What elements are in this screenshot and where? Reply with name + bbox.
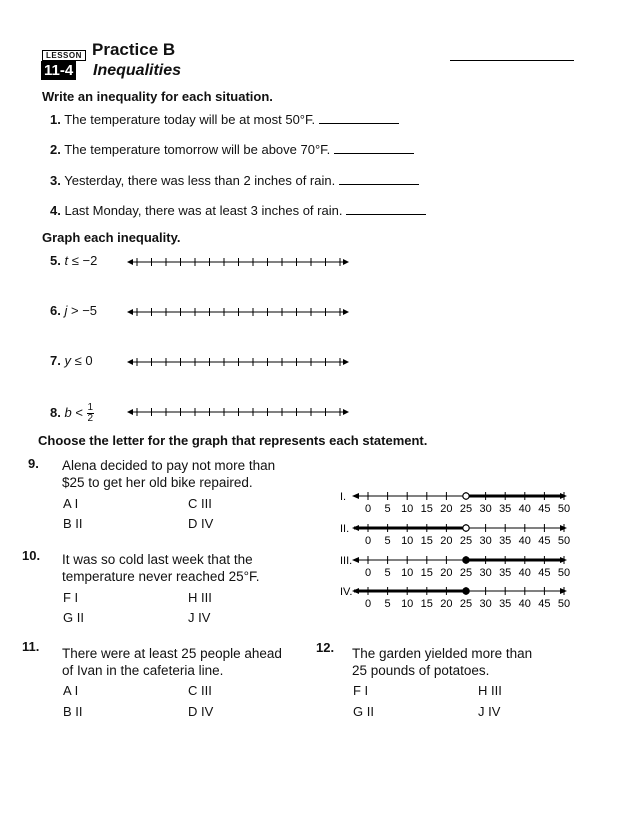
- choice-a[interactable]: A I: [63, 496, 79, 511]
- tick-label: 5: [384, 567, 391, 579]
- question-number: 7.: [50, 353, 61, 368]
- tick-label: 15: [420, 503, 433, 515]
- tick-label: 35: [499, 535, 512, 547]
- blank-number-line[interactable]: [127, 358, 349, 366]
- answer-blank[interactable]: [334, 153, 414, 154]
- graph-label: III.: [340, 555, 353, 567]
- variable: j: [64, 303, 68, 318]
- tick-label: 30: [479, 567, 492, 579]
- tick-label: 10: [401, 535, 414, 547]
- tick-label: 40: [518, 535, 531, 547]
- tick-label: 45: [538, 535, 551, 547]
- tick-label: 30: [479, 535, 492, 547]
- tick-label: 10: [401, 567, 414, 579]
- tick-label: 25: [459, 567, 473, 579]
- tick-label: 5: [384, 535, 391, 547]
- text-line: $25 to get her old bike repaired.: [62, 475, 253, 490]
- tick-label: 20: [440, 567, 453, 579]
- choice-j[interactable]: J IV: [188, 610, 211, 625]
- open-point: [463, 525, 469, 531]
- question-10-text: [62, 551, 260, 585]
- tick-label: 15: [420, 567, 433, 579]
- question-4: [50, 203, 426, 218]
- question-10-number: 10.: [22, 548, 41, 563]
- question-text: The temperature tomorrow will be above 70°F.: [64, 142, 331, 157]
- tick-label: 45: [538, 598, 551, 610]
- value: −2: [82, 253, 98, 268]
- choice-d[interactable]: D IV: [188, 704, 214, 719]
- graph-label: IV.: [340, 586, 353, 598]
- text-line: of Ivan in the cafeteria line.: [62, 663, 224, 678]
- fraction-numerator: 1: [87, 402, 94, 413]
- graph-label: II.: [340, 523, 350, 535]
- answer-graphs: [328, 486, 573, 614]
- choice-d[interactable]: D IV: [188, 516, 214, 531]
- tick-label: 30: [479, 598, 492, 610]
- answer-blank[interactable]: [339, 184, 419, 185]
- question-text: Yesterday, there was less than 2 inches of rain.: [64, 173, 336, 188]
- text-line: Alena decided to pay not more than: [62, 458, 276, 473]
- tick-label: 0: [364, 503, 372, 515]
- variable: b: [64, 404, 72, 420]
- tick-label: 0: [364, 567, 372, 579]
- arrow-left: [352, 493, 359, 499]
- question-number: 4.: [50, 203, 61, 218]
- choice-f[interactable]: F I: [353, 683, 369, 698]
- question-3: [50, 173, 419, 188]
- tick-label: 40: [518, 598, 531, 610]
- tick-label: 20: [440, 598, 453, 610]
- tick-label: 35: [499, 567, 512, 579]
- tick-label: 30: [479, 503, 492, 515]
- graph-3: [340, 555, 570, 579]
- tick-label: 35: [499, 503, 512, 515]
- question-9-number: 9.: [28, 456, 39, 471]
- value: 0: [85, 353, 93, 368]
- blank-number-lines[interactable]: [125, 252, 355, 422]
- choice-a[interactable]: A I: [63, 683, 79, 698]
- text-line: It was so cold last week that the: [62, 552, 253, 567]
- question-number: 2.: [50, 142, 61, 157]
- blank-number-line[interactable]: [127, 308, 349, 316]
- choice-j[interactable]: J IV: [478, 704, 501, 719]
- question-11-number: 11.: [22, 639, 40, 654]
- tick-label: 25: [459, 598, 473, 610]
- choice-b[interactable]: B II: [63, 704, 83, 719]
- operator: ≤: [71, 253, 79, 268]
- tick-label: 50: [557, 535, 571, 547]
- question-6: [50, 303, 97, 318]
- variable: y: [64, 353, 71, 368]
- closed-point: [463, 557, 469, 563]
- variable: t: [64, 253, 69, 268]
- operator: ≤: [74, 353, 82, 368]
- tick-label: 45: [538, 503, 551, 515]
- lesson-label: LESSON: [42, 50, 86, 61]
- tick-label: 15: [420, 598, 433, 610]
- section1-heading: Write an inequality for each situation.: [42, 89, 273, 104]
- question-text: Last Monday, there was at least 3 inches of rain.: [64, 203, 343, 218]
- choice-c[interactable]: C III: [188, 683, 212, 698]
- tick-label: 50: [557, 598, 571, 610]
- question-9-text: [62, 457, 275, 491]
- lesson-number: 11-4: [41, 61, 76, 80]
- tick-label: 20: [440, 503, 453, 515]
- tick-label: 0: [364, 598, 372, 610]
- question-number: 1.: [50, 112, 61, 127]
- tick-label: 5: [384, 598, 391, 610]
- question-text: The temperature today will be at most 50°F.: [64, 112, 316, 127]
- tick-label: 10: [401, 598, 414, 610]
- answer-blank[interactable]: [319, 123, 399, 124]
- tick-label: 35: [499, 598, 512, 610]
- blank-number-line[interactable]: [127, 408, 349, 416]
- section3-heading: Choose the letter for the graph that represents each statement.: [38, 433, 428, 448]
- open-point: [463, 493, 469, 499]
- tick-label: 50: [557, 503, 571, 515]
- choice-g[interactable]: G II: [353, 704, 374, 719]
- question-12-number: 12.: [316, 640, 335, 655]
- operator: <: [75, 404, 83, 420]
- page-subtitle: Inequalities: [93, 62, 182, 79]
- question-7: [50, 353, 93, 368]
- tick-label: 15: [420, 535, 433, 547]
- tick-label: 40: [518, 567, 531, 579]
- question-5: [50, 253, 97, 268]
- arrow-left: [352, 557, 359, 563]
- question-11-text: [62, 645, 282, 679]
- question-2: [50, 142, 414, 157]
- graph-label: I.: [340, 491, 347, 503]
- page-title: Practice B: [92, 40, 176, 59]
- tick-label: 20: [440, 535, 453, 547]
- text-line: The garden yielded more than: [352, 646, 533, 661]
- question-1: [50, 112, 399, 127]
- choice-h[interactable]: H III: [478, 683, 502, 698]
- closed-point: [463, 588, 469, 594]
- section2-heading: Graph each inequality.: [42, 230, 181, 245]
- fraction-denominator: 2: [87, 413, 94, 424]
- choice-c[interactable]: C III: [188, 496, 212, 511]
- text-line: temperature never reached 25°F.: [62, 569, 260, 584]
- tick-label: 10: [401, 503, 414, 515]
- question-8: [50, 403, 94, 424]
- choice-b[interactable]: B II: [63, 516, 83, 531]
- blank-number-line[interactable]: [127, 258, 349, 266]
- tick-label: 50: [557, 567, 571, 579]
- graph-2: [340, 523, 570, 547]
- header-rule: [450, 60, 574, 61]
- value: −5: [82, 303, 98, 318]
- graph-1: [340, 491, 570, 515]
- answer-blank[interactable]: [346, 214, 426, 215]
- tick-label: 45: [538, 567, 551, 579]
- question-12-text: [352, 645, 532, 679]
- choice-f[interactable]: F I: [63, 590, 79, 605]
- fraction: [87, 403, 95, 424]
- tick-label: 0: [364, 535, 372, 547]
- tick-label: 5: [384, 503, 391, 515]
- operator: >: [70, 303, 79, 318]
- text-line: There were at least 25 people ahead: [62, 646, 282, 661]
- text-line: 25 pounds of potatoes.: [352, 663, 490, 678]
- tick-label: 25: [459, 503, 473, 515]
- question-number: 8.: [50, 404, 61, 420]
- question-number: 6.: [50, 303, 61, 318]
- question-number: 5.: [50, 253, 61, 268]
- choice-g[interactable]: G II: [63, 610, 84, 625]
- tick-label: 40: [518, 503, 531, 515]
- question-number: 3.: [50, 173, 61, 188]
- choice-h[interactable]: H III: [188, 590, 212, 605]
- tick-label: 25: [459, 535, 473, 547]
- graph-4: [340, 586, 570, 610]
